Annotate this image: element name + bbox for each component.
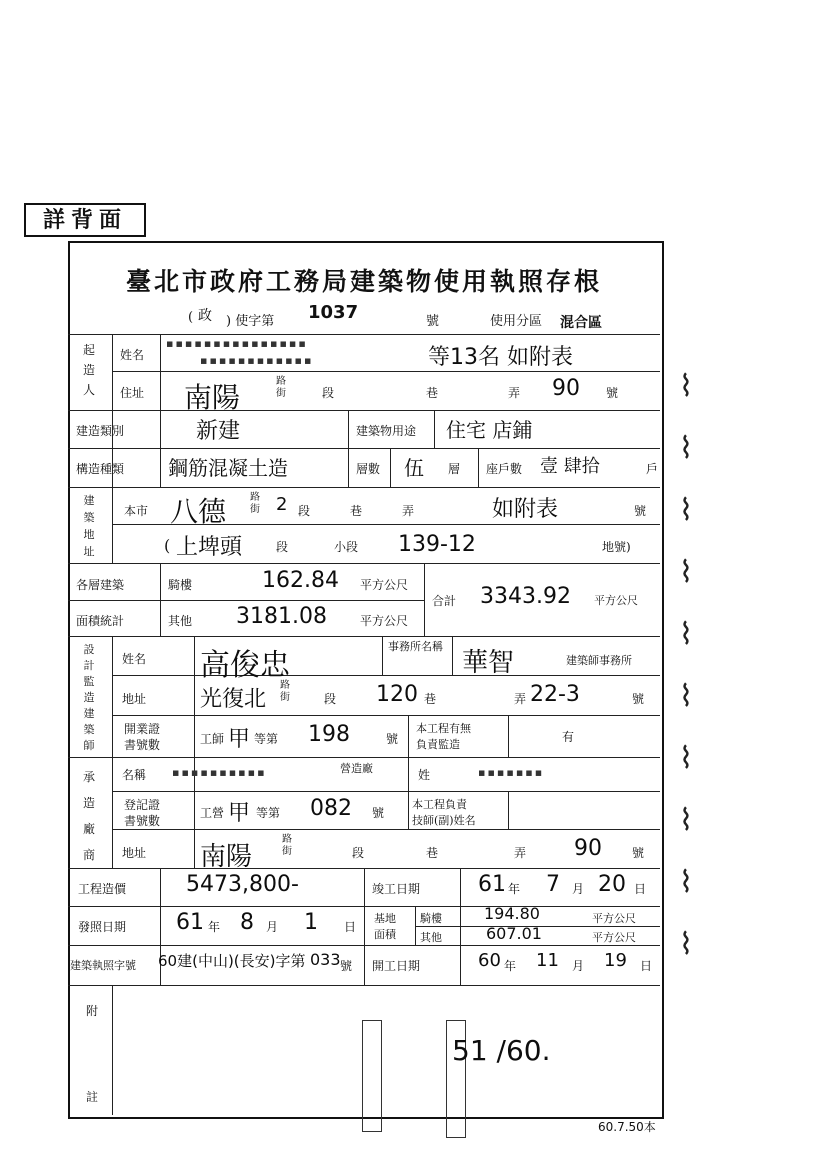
office-value: 華智	[462, 648, 515, 678]
area-other-value: 3181.08	[236, 604, 327, 629]
builder-alley-label: 弄	[508, 386, 521, 400]
issue-label: 發照日期	[78, 920, 127, 934]
contractor-number-label: 號	[632, 846, 645, 860]
builder-number: 90	[552, 376, 580, 401]
arcade-value: 162.84	[262, 568, 339, 593]
start-year-label: 年	[504, 959, 517, 973]
issue-month: 8	[240, 910, 254, 935]
area-group-label-1: 各層建築	[76, 578, 125, 592]
permit-number: 033	[310, 950, 341, 969]
base-other-value: 607.01	[486, 924, 542, 943]
area-total-unit: 平方公尺	[594, 594, 638, 607]
contractor-name-label: 名稱	[122, 768, 147, 782]
cert-mid: 等第	[254, 732, 279, 746]
reg-mid: 等第	[256, 806, 281, 820]
contractor-section-label: 段	[352, 846, 365, 860]
cert-label-1: 開業證	[124, 722, 161, 736]
form-title: 臺北市政府工務局建築物使用執照存根	[125, 267, 602, 296]
building-use-label: 建築物用途	[356, 424, 417, 438]
base-arcade-value: 194.80	[484, 904, 540, 923]
structure-label: 構造種類	[76, 462, 125, 476]
completion-year-label: 年	[508, 882, 521, 896]
completion-month-label: 月	[572, 882, 585, 896]
note-value: 51 /60.	[452, 1034, 551, 1067]
base-label-1: 基地	[374, 912, 396, 925]
site-road-value: 八德	[170, 495, 227, 528]
lot-value: 139-12	[398, 532, 476, 557]
permit-value: 60建(中山)(長安)字第	[158, 952, 306, 970]
completion-month: 7	[546, 872, 560, 897]
cost-value: 5473,800-	[186, 872, 299, 897]
units-value: 壹 肆拾	[540, 456, 600, 477]
architect-section-label: 段	[324, 692, 337, 706]
builder-group-label: 起造人	[82, 343, 95, 397]
architect-lane-value: 120	[376, 682, 418, 707]
architect-alley-label: 弄	[514, 692, 527, 706]
cert-label-2: 書號數	[124, 738, 161, 752]
contractor-address-label: 地址	[122, 846, 147, 860]
notes-label-bottom: 註	[86, 1090, 99, 1104]
completion-year: 61	[478, 872, 506, 897]
tech-label-1: 本工程負責	[412, 798, 467, 811]
units-unit: 戶	[646, 462, 659, 476]
contractor-name-suffix: 營造廠	[340, 762, 373, 775]
sub-section-label: 小段	[334, 540, 359, 554]
area-total-value: 3343.92	[480, 584, 571, 609]
start-label: 開工日期	[372, 959, 421, 973]
area-other-label: 其他	[168, 614, 193, 628]
site-road-label: 路街	[250, 492, 260, 515]
architect-name-value: 高俊忠	[200, 648, 290, 683]
issue-month-label: 月	[266, 920, 279, 934]
completion-day-label: 日	[634, 882, 647, 896]
contractor-lane-label: 巷	[426, 846, 439, 860]
floors-label: 層數	[356, 462, 381, 476]
builder-lane-label: 巷	[426, 386, 439, 400]
permit-label: 建築執照字號	[70, 959, 136, 972]
tech-label-2: 技師(副)姓名	[412, 814, 476, 827]
site-number-value: 如附表	[492, 497, 559, 522]
contractor-alley-label: 弄	[514, 846, 527, 860]
license-mid: ) 使字第	[226, 314, 275, 329]
reg-label-1: 登記證	[124, 798, 161, 812]
start-month: 11	[536, 950, 559, 971]
site-lane-label: 巷	[350, 504, 363, 518]
builder-number-label: 號	[606, 386, 619, 400]
cert-suffix: 號	[386, 732, 399, 746]
base-other-unit: 平方公尺	[592, 931, 636, 944]
arcade-unit: 平方公尺	[360, 578, 409, 592]
base-arcade-unit: 平方公尺	[592, 912, 636, 925]
building-use-value: 住宅 店鋪	[446, 418, 533, 442]
side-handwriting: ⌇ ⌇ ⌇ ⌇ ⌇ ⌇ ⌇ ⌇ ⌇ ⌇	[678, 369, 694, 962]
architect-number-value: 22-3	[530, 682, 580, 707]
architect-lane-label: 巷	[424, 692, 437, 706]
site-section-label: 段	[298, 504, 311, 518]
office-suffix: 建築師事務所	[566, 654, 632, 667]
notes-label-top: 附	[86, 1004, 99, 1018]
parcel-section-value: 上埤頭	[176, 535, 243, 560]
issue-day: 1	[304, 910, 318, 935]
completion-day: 20	[598, 872, 626, 897]
area-other-unit: 平方公尺	[360, 614, 409, 628]
reg-suffix: 號	[372, 806, 385, 820]
area-group-label-2: 面積統計	[76, 614, 125, 628]
builder-name-label: 姓名	[120, 348, 145, 362]
use-zone-label: 使用分區	[490, 314, 543, 329]
issue-year: 61	[176, 910, 204, 935]
license-suffix: 號	[426, 314, 440, 329]
builder-name-illegible-2: ▪▪▪▪▪▪▪▪▪▪▪▪	[200, 354, 314, 367]
contractor-group-label: 承造廠商	[82, 770, 95, 862]
site-number-label: 號	[634, 504, 647, 518]
permit-suffix: 號	[340, 959, 353, 973]
issue-year-label: 年	[208, 920, 221, 934]
builder-section-label: 段	[322, 386, 335, 400]
architect-road-label: 路街	[280, 680, 290, 703]
license-zone: 政	[198, 308, 212, 324]
completion-label: 竣工日期	[372, 882, 421, 896]
contractor-address-road: 南陽	[200, 842, 253, 872]
start-month-label: 月	[572, 959, 585, 973]
contractor-road-label: 路街	[282, 834, 292, 857]
cert-number: 198	[308, 722, 350, 747]
license-form-frame	[68, 241, 664, 1119]
build-type-label: 建造類別	[76, 424, 125, 438]
cost-label: 工程造價	[78, 882, 127, 896]
detail-back-tag: 詳背面	[24, 203, 146, 237]
builder-address-label: 住址	[120, 386, 145, 400]
start-day-label: 日	[640, 959, 653, 973]
area-total-label: 合計	[432, 594, 457, 608]
parcel-section-label: 段	[276, 540, 289, 554]
builder-road-label: 路街	[276, 376, 286, 399]
arcade-label: 騎樓	[168, 578, 193, 592]
footer-code: 60.7.50本	[598, 1120, 656, 1134]
issue-day-label: 日	[344, 920, 357, 934]
supervise-value: 有	[562, 730, 575, 744]
builder-name-value: 等13名 如附表	[428, 345, 573, 370]
base-other-label: 其他	[420, 931, 442, 944]
cert-prefix: 工師	[200, 732, 225, 746]
base-label-2: 面積	[374, 928, 396, 941]
reg-prefix: 工營	[200, 806, 225, 820]
architect-address-road: 光復北	[200, 687, 267, 712]
units-label: 座戶數	[486, 462, 523, 476]
build-type-value: 新建	[196, 419, 241, 444]
contractor-name-illegible: ▪▪▪▪▪▪▪▪▪▪	[172, 766, 267, 779]
license-prefix: (	[188, 310, 194, 325]
office-label: 事務所名稱	[388, 640, 443, 653]
site-group-label: 建築地址	[83, 494, 95, 558]
site-alley-label: 弄	[402, 504, 415, 518]
builder-name-illegible: ▪▪▪▪▪▪▪▪▪▪▪▪▪▪▪	[166, 337, 308, 350]
structure-value: 鋼筋混凝土造	[168, 456, 288, 480]
reg-grade: 甲	[228, 801, 251, 826]
base-arcade-label: 騎樓	[420, 912, 442, 925]
stamp-left	[362, 1020, 382, 1132]
contractor-owner-illegible: ▪▪▪▪▪▪▪	[478, 766, 545, 779]
use-zone-value: 混合區	[560, 315, 602, 331]
reg-label-2: 書號數	[124, 814, 161, 828]
supervise-label-2: 負責監造	[416, 738, 460, 751]
contractor-owner-label: 姓	[418, 768, 431, 782]
architect-group-label: 設計監造建築師	[83, 643, 95, 752]
contractor-number-value: 90	[574, 836, 602, 861]
site-city-label: 本市	[124, 504, 149, 518]
architect-address-label: 地址	[122, 692, 147, 706]
floors-unit: 層	[448, 462, 461, 476]
parcel-open: (	[164, 536, 171, 555]
start-day: 19	[604, 950, 627, 971]
architect-number-label: 號	[632, 692, 645, 706]
supervise-label-1: 本工程有無	[416, 722, 471, 735]
start-year: 60	[478, 950, 501, 971]
builder-address-street: 南陽	[184, 381, 241, 414]
lot-label: 地號)	[602, 540, 631, 554]
site-section-value: 2	[276, 494, 288, 515]
cert-grade: 甲	[228, 727, 251, 752]
architect-name-label: 姓名	[122, 652, 147, 666]
floors-value: 伍	[404, 456, 424, 480]
reg-number: 082	[310, 796, 352, 821]
license-number: 1037	[308, 302, 359, 323]
